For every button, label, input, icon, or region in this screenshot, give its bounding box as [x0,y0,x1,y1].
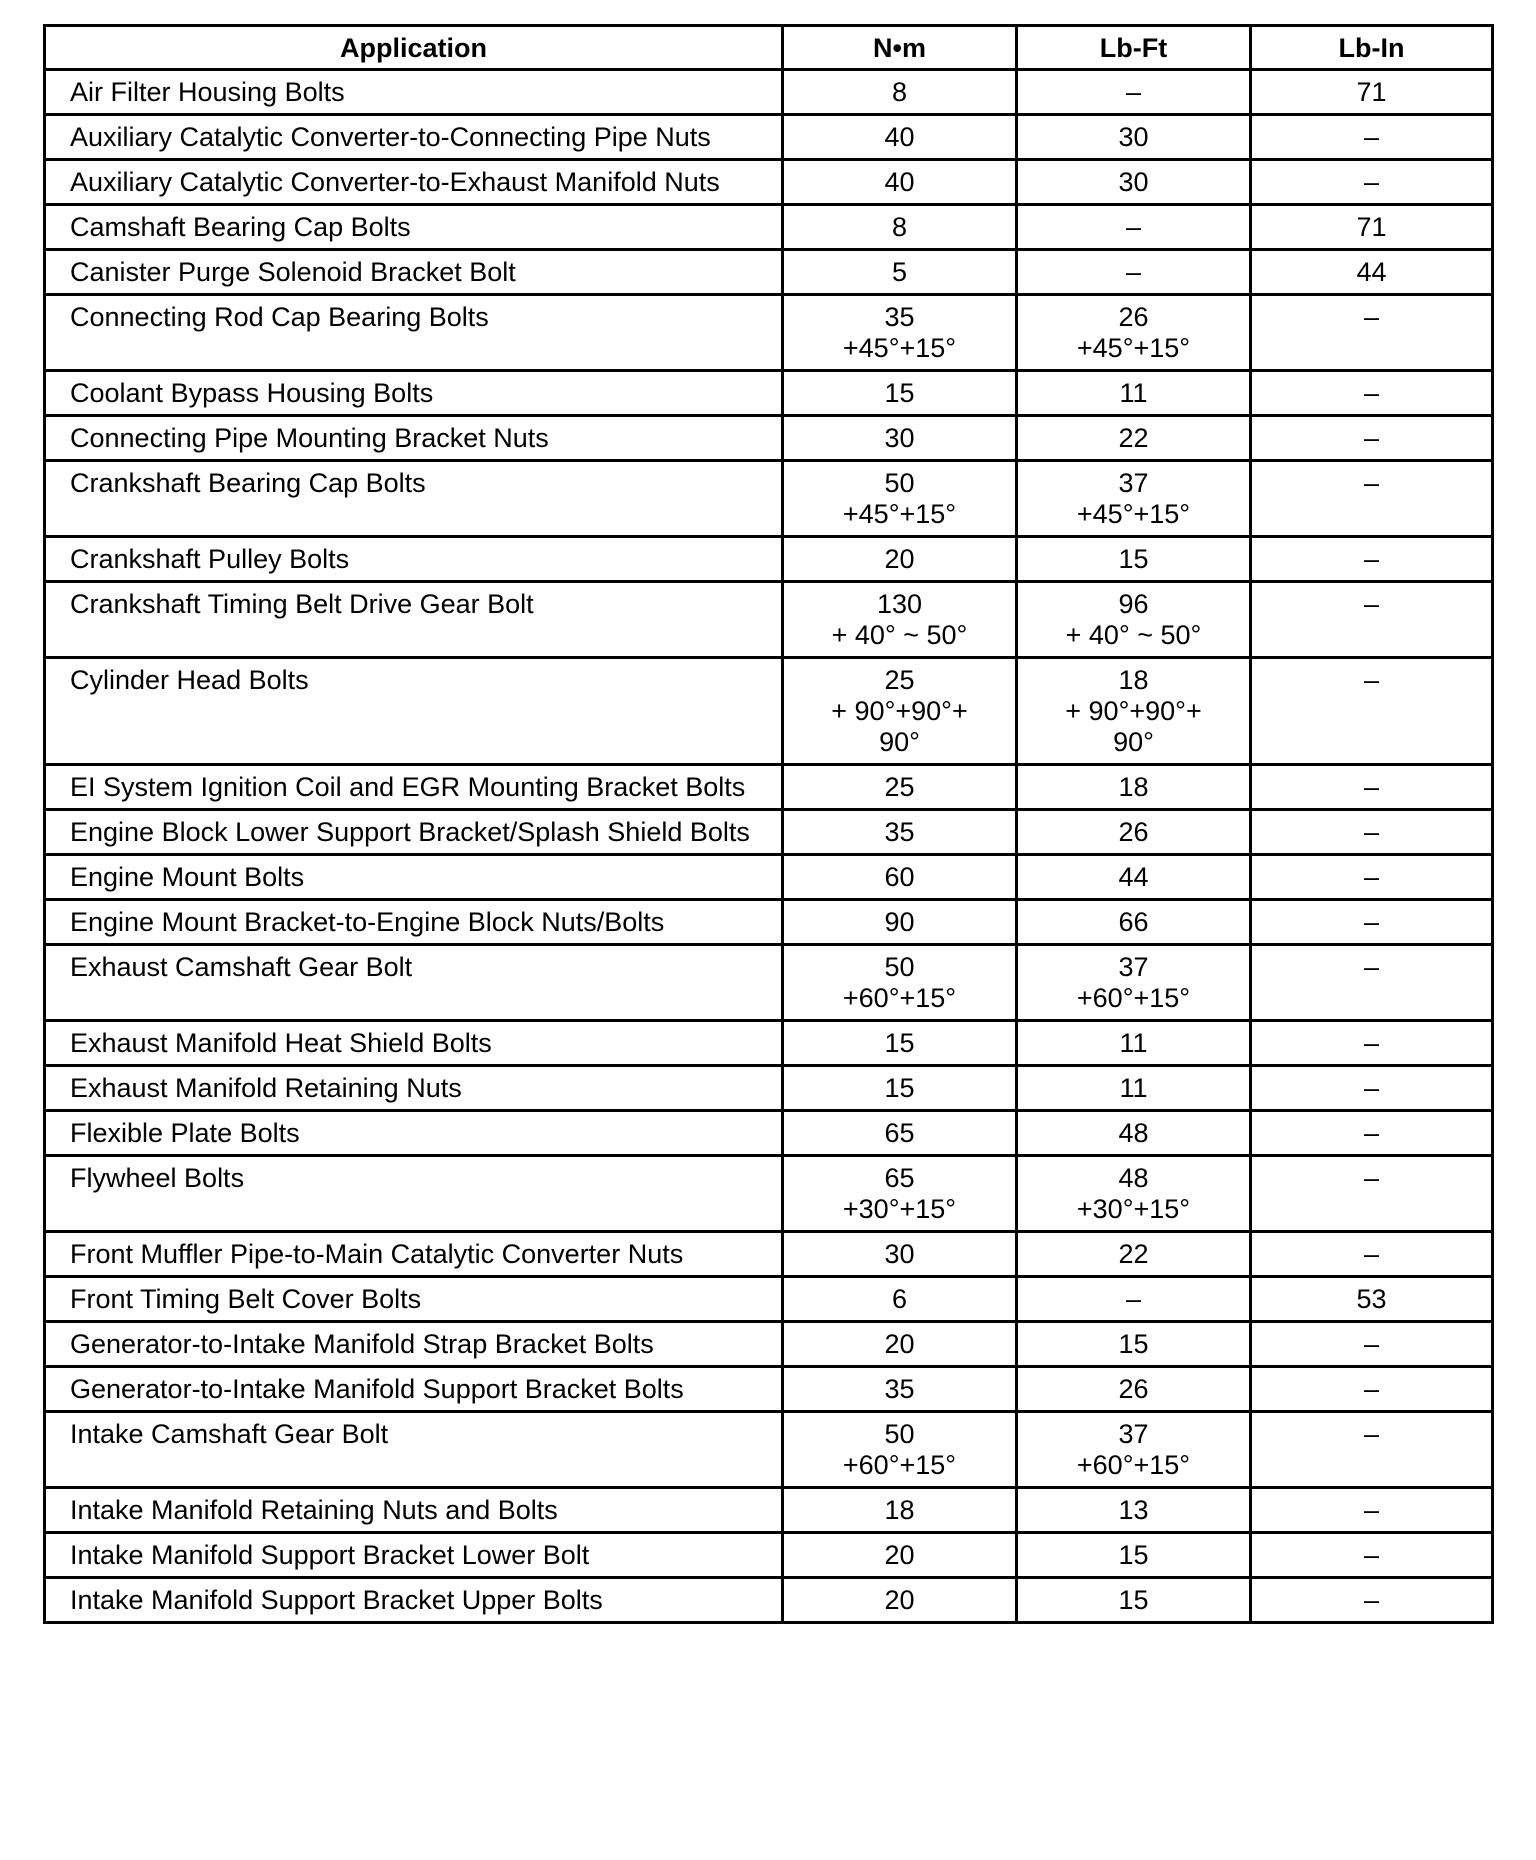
cell-nm-line: 15 [884,1073,915,1103]
table-row [45,1578,1493,1623]
cell-nm-line: 20 [884,1329,915,1359]
cell-lbin: – [1251,416,1493,461]
torque-spec-table [43,24,1494,1624]
table-row [45,160,1493,205]
cell-application: Generator-to-Intake Manifold Support Bracket Bolts [45,1367,783,1412]
table-row [45,1156,1493,1232]
table-body [45,70,1493,1623]
cell-nm-line: 30 [884,423,915,453]
cell-lbft [1017,1156,1251,1232]
cell-nm-line: +30°+15° [842,1194,957,1224]
cell-lbft-line: 11 [1119,1073,1148,1103]
table-row [45,658,1493,765]
cell-nm-line: 35 [884,817,915,847]
cell-nm-line: 15 [884,1028,915,1058]
table-row [45,1277,1493,1322]
cell-nm-line: 25 [884,665,915,695]
cell-nm-line: 40 [884,122,915,152]
cell-application: Exhaust Manifold Heat Shield Bolts [45,1021,783,1066]
cell-nm-line: + 40° ~ 50° [831,620,968,650]
cell-lbin: – [1251,461,1493,537]
cell-nm [783,765,1017,810]
cell-nm [783,900,1017,945]
cell-lbft [1017,1021,1251,1066]
cell-lbft [1017,1277,1251,1322]
cell-nm [783,160,1017,205]
cell-lbin: – [1251,295,1493,371]
cell-lbft-line: 15 [1118,1540,1149,1570]
cell-lbin: 71 [1251,205,1493,250]
cell-lbin: 71 [1251,70,1493,115]
cell-lbft [1017,537,1251,582]
cell-nm-line: 18 [884,1495,915,1525]
cell-nm-line: 8 [891,77,908,107]
table-row [45,115,1493,160]
table-row [45,900,1493,945]
cell-nm-line: 20 [884,544,915,574]
cell-nm [783,205,1017,250]
cell-lbft-line: – [1125,257,1142,287]
cell-nm [783,1156,1017,1232]
cell-application: Camshaft Bearing Cap Bolts [45,205,783,250]
cell-lbft [1017,945,1251,1021]
cell-nm [783,1488,1017,1533]
cell-nm-line: 35 [884,1374,915,1404]
cell-nm-line: 50 [884,952,915,982]
cell-lbft [1017,1232,1251,1277]
cell-nm-line: 60 [884,862,915,892]
cell-nm-line: + 90°+90°+ [831,696,968,726]
cell-lbin: – [1251,1322,1493,1367]
cell-lbft [1017,855,1251,900]
table-row [45,1111,1493,1156]
cell-lbft-line: 37 [1118,952,1149,982]
cell-lbft-line: 26 [1118,1374,1149,1404]
cell-nm [783,658,1017,765]
cell-lbin: – [1251,1488,1493,1533]
table-row [45,1066,1493,1111]
cell-lbft-line: 22 [1118,1239,1149,1269]
cell-lbft-line: +30°+15° [1076,1194,1191,1224]
cell-lbft-line: 44 [1118,862,1149,892]
cell-lbft-line: 15 [1118,1329,1149,1359]
cell-application: Canister Purge Solenoid Bracket Bolt [45,250,783,295]
cell-lbft-line: 37 [1118,468,1149,498]
cell-application: Front Timing Belt Cover Bolts [45,1277,783,1322]
cell-nm [783,1277,1017,1322]
cell-lbft-line: – [1125,212,1142,242]
table-row [45,582,1493,658]
cell-lbft [1017,70,1251,115]
table-row [45,1021,1493,1066]
cell-application: Connecting Pipe Mounting Bracket Nuts [45,416,783,461]
cell-nm [783,1111,1017,1156]
cell-nm [783,250,1017,295]
table-row [45,537,1493,582]
cell-lbin: – [1251,582,1493,658]
cell-lbft [1017,582,1251,658]
cell-lbft-line: 15 [1118,544,1149,574]
cell-nm-line: 50 [884,468,915,498]
cell-lbft [1017,160,1251,205]
cell-nm-line: 20 [884,1540,915,1570]
cell-nm [783,1322,1017,1367]
cell-lbin: – [1251,1412,1493,1488]
cell-nm [783,537,1017,582]
cell-lbft-line: 30 [1118,167,1149,197]
cell-application: Intake Manifold Support Bracket Lower Bolt [45,1533,783,1578]
cell-lbft-line: – [1125,1284,1142,1314]
cell-lbft-line: 11 [1119,378,1148,408]
cell-lbft-line: – [1125,77,1142,107]
cell-lbin: – [1251,658,1493,765]
cell-lbin: – [1251,765,1493,810]
cell-lbft [1017,900,1251,945]
cell-application: Crankshaft Timing Belt Drive Gear Bolt [45,582,783,658]
cell-application: Flywheel Bolts [45,1156,783,1232]
table-row [45,1412,1493,1488]
cell-lbft-line: 11 [1119,1028,1148,1058]
cell-lbft-line: 66 [1118,907,1149,937]
cell-lbin: – [1251,1066,1493,1111]
table-row [45,295,1493,371]
cell-lbft-line: 26 [1118,302,1149,332]
header-nm: N•m [783,26,1017,70]
cell-lbft [1017,765,1251,810]
cell-lbin: – [1251,945,1493,1021]
cell-lbft-line: 22 [1118,423,1149,453]
cell-lbft-line: 48 [1118,1163,1149,1193]
table-row [45,1533,1493,1578]
table-row [45,855,1493,900]
cell-lbin: – [1251,1533,1493,1578]
cell-nm [783,1367,1017,1412]
cell-application: Auxiliary Catalytic Converter-to-Connecting Pipe Nuts [45,115,783,160]
table-row [45,1367,1493,1412]
cell-application: Engine Mount Bracket-to-Engine Block Nuts/Bolts [45,900,783,945]
cell-lbft [1017,810,1251,855]
header-application: Application [45,26,783,70]
cell-nm [783,582,1017,658]
cell-nm [783,416,1017,461]
cell-lbft [1017,1066,1251,1111]
cell-application: Intake Manifold Retaining Nuts and Bolts [45,1488,783,1533]
cell-nm-line: +45°+15° [842,333,957,363]
cell-lbft [1017,461,1251,537]
cell-application: Crankshaft Pulley Bolts [45,537,783,582]
cell-application: Engine Mount Bolts [45,855,783,900]
cell-lbft-line: 13 [1118,1495,1149,1525]
cell-application: Intake Manifold Support Bracket Upper Bolts [45,1578,783,1623]
cell-nm-line: 65 [884,1118,915,1148]
cell-nm-line: 8 [891,212,908,242]
cell-nm [783,1533,1017,1578]
cell-nm-line: 5 [891,257,908,287]
cell-lbft [1017,1578,1251,1623]
table-row [45,1322,1493,1367]
cell-lbin: 44 [1251,250,1493,295]
cell-nm [783,1412,1017,1488]
cell-nm-line: 25 [884,772,915,802]
cell-lbin: – [1251,160,1493,205]
cell-nm-line: 90° [879,727,920,757]
cell-nm-line: 40 [884,167,915,197]
cell-application: Exhaust Camshaft Gear Bolt [45,945,783,1021]
cell-nm [783,810,1017,855]
cell-lbft-line: 15 [1118,1585,1149,1615]
table-row [45,765,1493,810]
cell-lbft-line: + 40° ~ 50° [1065,620,1202,650]
table-row [45,416,1493,461]
cell-lbin: – [1251,115,1493,160]
table-row [45,1488,1493,1533]
cell-nm-line: +60°+15° [842,1450,957,1480]
cell-lbin: – [1251,371,1493,416]
cell-lbft [1017,1111,1251,1156]
table-row [45,70,1493,115]
header-row [45,26,1493,70]
cell-lbin: – [1251,810,1493,855]
cell-lbin: – [1251,1578,1493,1623]
cell-lbft [1017,658,1251,765]
cell-application: Engine Block Lower Support Bracket/Splash Shield Bolts [45,810,783,855]
cell-nm [783,1578,1017,1623]
cell-nm-line: 130 [876,589,923,619]
cell-application: Flexible Plate Bolts [45,1111,783,1156]
cell-lbft [1017,1533,1251,1578]
cell-lbft [1017,205,1251,250]
header-lbin: Lb-In [1251,26,1493,70]
cell-lbin: – [1251,855,1493,900]
cell-nm [783,295,1017,371]
cell-lbft-line: +60°+15° [1076,1450,1191,1480]
cell-nm [783,461,1017,537]
cell-lbft-line: + 90°+90°+ [1065,696,1202,726]
cell-lbft [1017,115,1251,160]
cell-lbin: – [1251,900,1493,945]
cell-nm [783,115,1017,160]
cell-lbft-line: +45°+15° [1076,333,1191,363]
cell-nm [783,371,1017,416]
cell-application: Exhaust Manifold Retaining Nuts [45,1066,783,1111]
cell-nm [783,1232,1017,1277]
cell-lbin: – [1251,1367,1493,1412]
cell-nm-line: +60°+15° [842,983,957,1013]
cell-lbft [1017,416,1251,461]
cell-lbft-line: 30 [1118,122,1149,152]
cell-lbin: – [1251,1111,1493,1156]
cell-lbft-line: 48 [1118,1118,1149,1148]
table-row [45,810,1493,855]
cell-application: Generator-to-Intake Manifold Strap Bracket Bolts [45,1322,783,1367]
cell-application: Air Filter Housing Bolts [45,70,783,115]
cell-application: Auxiliary Catalytic Converter-to-Exhaust Manifold Nuts [45,160,783,205]
cell-lbft-line: 26 [1118,817,1149,847]
cell-nm [783,70,1017,115]
table-row [45,1232,1493,1277]
spec-page [43,24,1491,1624]
cell-nm-line: 65 [884,1163,915,1193]
cell-application: Coolant Bypass Housing Bolts [45,371,783,416]
cell-lbft-line: 96 [1118,589,1149,619]
cell-application: Intake Camshaft Gear Bolt [45,1412,783,1488]
header-lbft: Lb-Ft [1017,26,1251,70]
cell-nm-line: 50 [884,1419,915,1449]
cell-lbft-line: 18 [1118,665,1149,695]
cell-lbft-line: +60°+15° [1076,983,1191,1013]
cell-lbft [1017,371,1251,416]
cell-lbft [1017,295,1251,371]
cell-nm-line: 15 [884,378,915,408]
cell-application: Cylinder Head Bolts [45,658,783,765]
cell-lbft-line: 37 [1118,1419,1149,1449]
cell-nm [783,1021,1017,1066]
table-row [45,205,1493,250]
cell-nm-line: 35 [884,302,915,332]
cell-lbft-line: +45°+15° [1076,499,1191,529]
cell-nm-line: 90 [884,907,915,937]
cell-nm [783,855,1017,900]
table-row [45,461,1493,537]
cell-application: Connecting Rod Cap Bearing Bolts [45,295,783,371]
table-row [45,945,1493,1021]
cell-lbft-line: 90° [1113,727,1154,757]
cell-lbin: 53 [1251,1277,1493,1322]
cell-application: Front Muffler Pipe-to-Main Catalytic Converter Nuts [45,1232,783,1277]
cell-lbft [1017,250,1251,295]
cell-lbin: – [1251,1021,1493,1066]
cell-lbin: – [1251,1232,1493,1277]
cell-application: EI System Ignition Coil and EGR Mounting Bracket Bolts [45,765,783,810]
cell-application: Crankshaft Bearing Cap Bolts [45,461,783,537]
cell-nm [783,1066,1017,1111]
cell-nm-line: +45°+15° [842,499,957,529]
cell-nm-line: 30 [884,1239,915,1269]
cell-lbft-line: 18 [1118,772,1149,802]
cell-nm-line: 20 [884,1585,915,1615]
cell-lbft [1017,1412,1251,1488]
cell-nm [783,945,1017,1021]
cell-lbin: – [1251,1156,1493,1232]
cell-lbft [1017,1488,1251,1533]
cell-lbft [1017,1322,1251,1367]
cell-nm-line: 6 [891,1284,908,1314]
table-row [45,371,1493,416]
cell-lbin: – [1251,537,1493,582]
table-row [45,250,1493,295]
cell-lbft [1017,1367,1251,1412]
